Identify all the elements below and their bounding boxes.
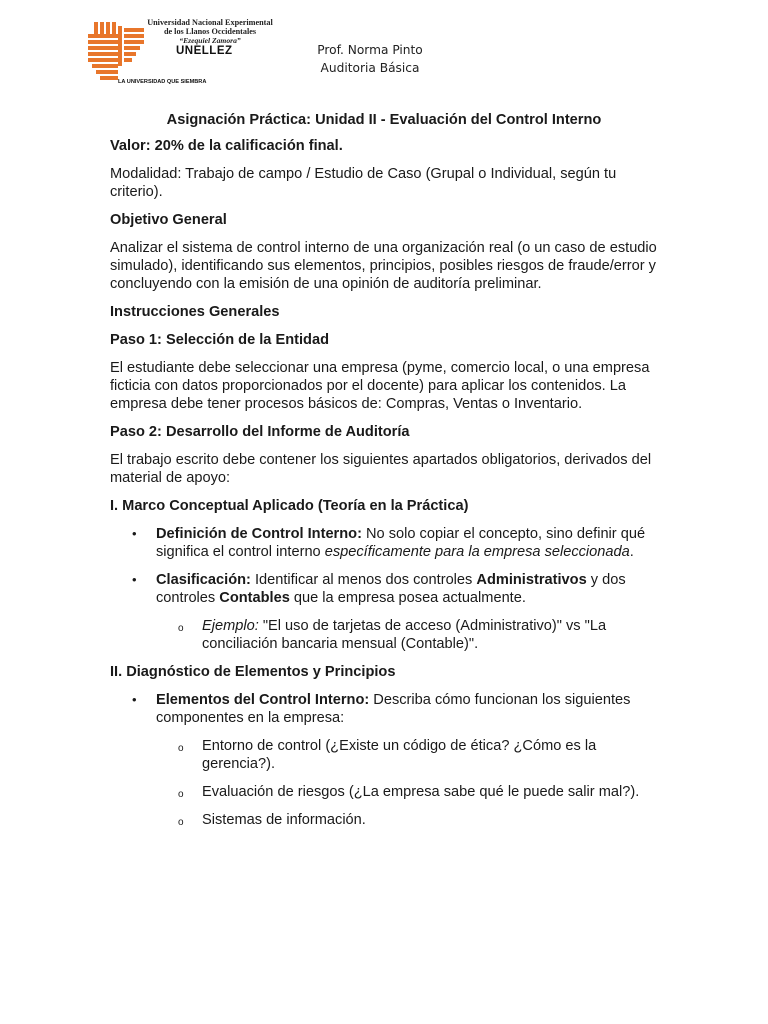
university-motto: LA UNIVERSIDAD QUE SIEMBRA — [118, 79, 207, 85]
bullet-icon: • — [132, 692, 137, 707]
list-item — [110, 571, 658, 653]
item-term-administrativos: Administrativos — [476, 572, 587, 588]
list-item — [110, 525, 658, 561]
section1-sublist — [156, 617, 658, 653]
paso1-text: El estudiante debe seleccionar una empresa (pyme, comercio local, o una empresa ficticia con datos proporcionados por el docente) para aplicar los contenidos. La empresa debe tener procesos básicos de: Compras, Ventas o Inventario. — [110, 360, 650, 412]
instrucciones-heading: Instrucciones Generales — [110, 304, 280, 320]
item-text: No solo copiar el concepto, sino definir qué significa el control interno — [156, 526, 646, 560]
university-name — [144, 18, 276, 45]
section2-sublist — [156, 737, 658, 829]
section2-list — [110, 691, 658, 829]
circle-bullet-icon: o — [178, 789, 184, 800]
circle-bullet-icon: o — [178, 743, 184, 754]
item-term: Elementos del Control Interno: — [156, 692, 370, 708]
sub-list-item — [156, 617, 658, 653]
paso1-heading: Paso 1: Selección de la Entidad — [110, 332, 329, 348]
item-emphasis: específicamente para la empresa seleccionada — [324, 544, 630, 560]
item-text: Sistemas de información. — [202, 812, 366, 828]
university-name-line2: de los Llanos Occidentales — [163, 27, 257, 36]
professor-name: Prof. Norma Pinto — [317, 43, 423, 57]
paso2-heading: Paso 2: Desarrollo del Informe de Auditoría — [110, 424, 410, 440]
item-text: Describa cómo funcionan los siguientes componentes en la empresa: — [156, 692, 631, 726]
unellez-logo-mark-right — [124, 20, 146, 82]
objetivo-heading: Objetivo General — [110, 212, 227, 228]
objetivo-text: Analizar el sistema de control interno de una organización real (o un caso de estudio simulado), identificando sus elementos, principios, posibles riesgos de fraude/error y concluyendo con la emisión de una opinión de auditoría preliminar. — [110, 240, 657, 292]
sub-list-item — [156, 737, 658, 773]
course-name: Auditoria Básica — [320, 61, 420, 75]
section1-list — [110, 525, 658, 653]
item-term: Clasificación: — [156, 572, 251, 588]
modalidad-line: Modalidad: Trabajo de campo / Estudio de Caso (Grupal o Individual, según tu criterio). — [110, 166, 617, 200]
bullet-icon: • — [132, 526, 137, 541]
item-text: que la empresa posea actualmente. — [289, 590, 526, 606]
item-term: Definición de Control Interno: — [156, 526, 362, 542]
item-text: Evaluación de riesgos (¿La empresa sabe qué le puede salir mal?). — [202, 784, 640, 800]
document-body — [110, 111, 658, 839]
item-text: Entorno de control (¿Existe un código de ética? ¿Cómo es la gerencia?). — [202, 738, 597, 772]
item-example-label: Ejemplo: — [202, 618, 259, 634]
circle-bullet-icon: o — [178, 623, 184, 634]
valor-line: Valor: 20% de la calificación final. — [110, 138, 343, 154]
item-term-contables: Contables — [219, 590, 290, 606]
circle-bullet-icon: o — [178, 817, 184, 828]
university-acronym: UNELLEZ — [176, 45, 233, 57]
item-text: y dos controles — [156, 572, 626, 606]
sub-list-item — [156, 811, 658, 829]
header-course-info — [300, 41, 440, 77]
university-name-line3: “Ezequiel Zamora” — [179, 36, 241, 45]
document-title: Asignación Práctica: Unidad II - Evaluación del Control Interno — [166, 112, 602, 128]
unellez-logo-mark — [86, 20, 126, 82]
list-item — [110, 691, 658, 829]
bullet-icon: • — [132, 572, 137, 587]
paso2-text: El trabajo escrito debe contener los siguientes apartados obligatorios, derivados del material de apoyo: — [110, 452, 652, 486]
section2-heading: II. Diagnóstico de Elementos y Principios — [110, 664, 396, 680]
university-name-line1: Universidad Nacional Experimental — [147, 18, 273, 27]
section1-heading: I. Marco Conceptual Aplicado (Teoría en la Práctica) — [110, 498, 469, 514]
item-end: . — [629, 544, 634, 560]
sub-list-item — [156, 783, 658, 801]
university-logo — [86, 18, 276, 90]
item-text: "El uso de tarjetas de acceso (Administrativo)" vs "La conciliación bancaria mensual (Contable)". — [202, 618, 607, 652]
item-text: Identificar al menos dos controles — [250, 572, 477, 588]
